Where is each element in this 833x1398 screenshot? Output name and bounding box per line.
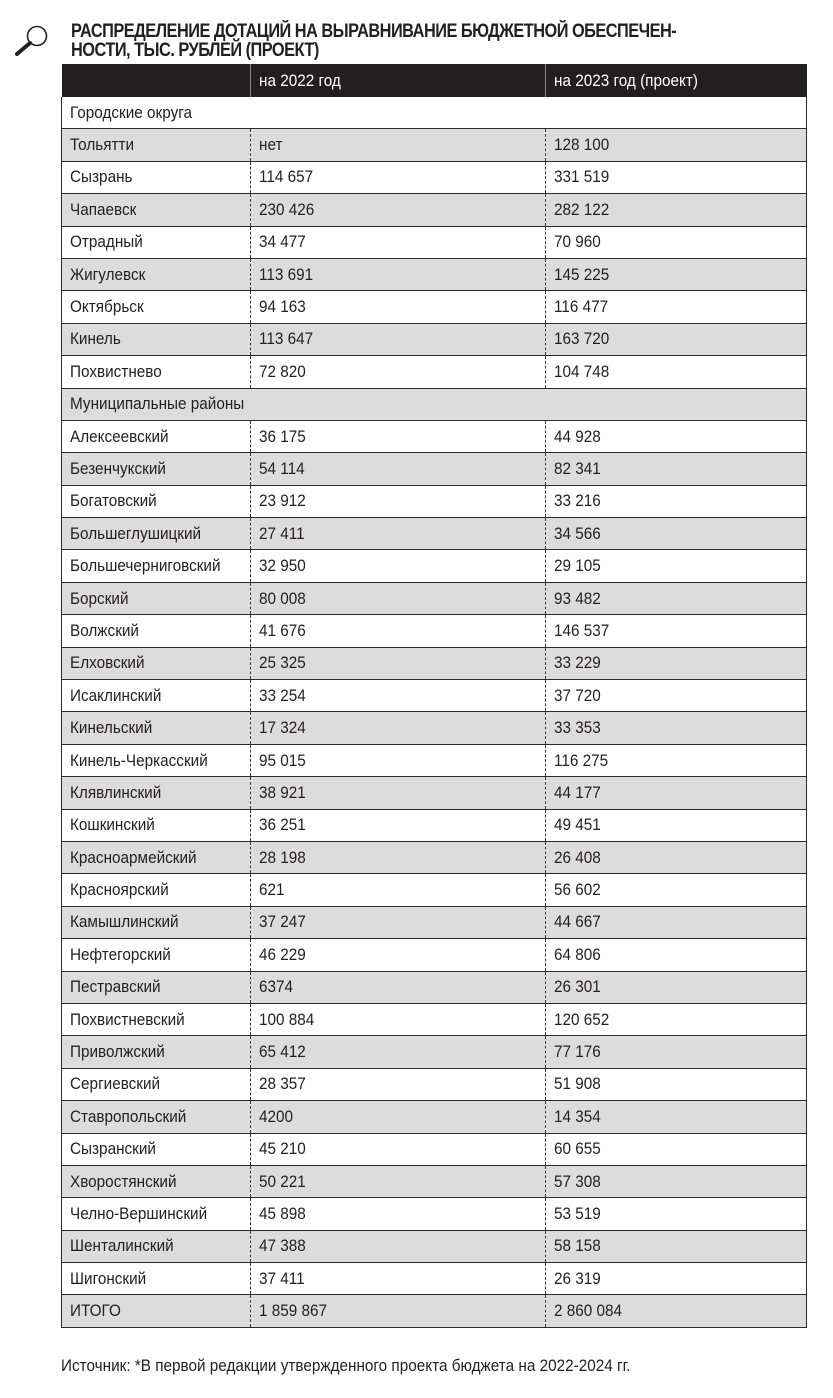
cell-2023: 14 354: [546, 1101, 807, 1133]
cell-2023: 116 477: [546, 291, 807, 323]
cell-2023: 116 275: [546, 744, 807, 776]
total-row: [62, 1295, 807, 1327]
cell-2022: 28 357: [251, 1068, 546, 1100]
cell-2022: 621: [251, 874, 546, 906]
cell-municipality: Нефтегорский: [62, 939, 251, 971]
cell-municipality: Жигулевск: [62, 258, 251, 290]
cell-municipality: Кинельский: [62, 712, 251, 744]
table-row: [62, 1263, 807, 1295]
cell-2022: 47 388: [251, 1230, 546, 1262]
section-header-row: [62, 97, 807, 129]
cell-2023: 26 319: [546, 1263, 807, 1295]
cell-2023: 33 229: [546, 647, 807, 679]
cell-2022: 230 426: [251, 194, 546, 226]
cell-2023: 33 216: [546, 485, 807, 517]
cell-municipality: Елховский: [62, 647, 251, 679]
cell-2023: 70 960: [546, 226, 807, 258]
cell-2023: 82 341: [546, 453, 807, 485]
cell-2023: 56 602: [546, 874, 807, 906]
cell-municipality: Безенчукский: [62, 453, 251, 485]
table-row: [62, 356, 807, 388]
cell-2022: нет: [251, 129, 546, 161]
cell-municipality: Шенталинский: [62, 1230, 251, 1262]
table-row: [62, 161, 807, 193]
source-note: Источник: *В первой редакции утвержденного проекта бюджета на 2022-2024 гг.: [61, 1356, 631, 1375]
table-row: [62, 874, 807, 906]
cell-2023: 331 519: [546, 161, 807, 193]
cell-municipality: Красноярский: [62, 874, 251, 906]
cell-2022: 94 163: [251, 291, 546, 323]
table-row: [62, 1003, 807, 1035]
cell-municipality: Большеглушицкий: [62, 518, 251, 550]
section-header-row: [62, 388, 807, 420]
table-row: [62, 291, 807, 323]
cell-2023: 57 308: [546, 1165, 807, 1197]
cell-municipality: Октябрьск: [62, 291, 251, 323]
cell-2022: 25 325: [251, 647, 546, 679]
column-header-name: [62, 64, 251, 97]
title-line-1: РАСПРЕДЕЛЕНИЕ ДОТАЦИЙ НА ВЫРАВНИВАНИЕ БЮДЖЕТНОЙ ОБЕСПЕЧЕН-: [71, 21, 677, 42]
table-row: [62, 258, 807, 290]
cell-municipality: Богатовский: [62, 485, 251, 517]
table-row: [62, 1198, 807, 1230]
cell-municipality: Кошкинский: [62, 809, 251, 841]
table-row: [62, 680, 807, 712]
column-header-2022: на 2022 год: [251, 64, 546, 97]
table-row: [62, 1230, 807, 1262]
cell-2023: 49 451: [546, 809, 807, 841]
cell-2023: 145 225: [546, 258, 807, 290]
cell-2023: 58 158: [546, 1230, 807, 1262]
cell-2022: 36 251: [251, 809, 546, 841]
table-row: [62, 550, 807, 582]
cell-municipality: Красноармейский: [62, 841, 251, 873]
cell-2022: 33 254: [251, 680, 546, 712]
cell-2023: 44 177: [546, 777, 807, 809]
cell-2023: 26 408: [546, 841, 807, 873]
table-row: [62, 129, 807, 161]
cell-2022: 27 411: [251, 518, 546, 550]
cell-municipality: Чапаевск: [62, 194, 251, 226]
cell-2022: 46 229: [251, 939, 546, 971]
cell-2022: 6374: [251, 971, 546, 1003]
cell-municipality: Тольятти: [62, 129, 251, 161]
cell-2023: 44 928: [546, 420, 807, 452]
column-header-2023: на 2023 год (проект): [546, 64, 807, 97]
cell-2022: 17 324: [251, 712, 546, 744]
cell-2022: 37 411: [251, 1263, 546, 1295]
cell-2022: 80 008: [251, 582, 546, 614]
cell-municipality: Похвистнево: [62, 356, 251, 388]
table-row: [62, 1165, 807, 1197]
table-row: [62, 647, 807, 679]
cell-2023: 128 100: [546, 129, 807, 161]
cell-2023: 146 537: [546, 615, 807, 647]
cell-municipality: Отрадный: [62, 226, 251, 258]
section-label: Муниципальные районы: [62, 388, 807, 420]
table-row: [62, 906, 807, 938]
table-row: [62, 1101, 807, 1133]
page-title: [71, 22, 725, 60]
cell-municipality: Сызранский: [62, 1133, 251, 1165]
cell-2023: 64 806: [546, 939, 807, 971]
table-row: [62, 582, 807, 614]
cell-2023: 37 720: [546, 680, 807, 712]
cell-2023: 77 176: [546, 1036, 807, 1068]
cell-municipality: Пестравский: [62, 971, 251, 1003]
cell-2022: 28 198: [251, 841, 546, 873]
cell-municipality: Волжский: [62, 615, 251, 647]
table-row: [62, 485, 807, 517]
table-row: [62, 518, 807, 550]
total-label: ИТОГО: [62, 1295, 251, 1327]
table-row: [62, 777, 807, 809]
cell-municipality: Исаклинский: [62, 680, 251, 712]
cell-2023: 29 105: [546, 550, 807, 582]
cell-2023: 34 566: [546, 518, 807, 550]
table-row: [62, 939, 807, 971]
cell-municipality: Клявлинский: [62, 777, 251, 809]
cell-municipality: Челно-Вершинский: [62, 1198, 251, 1230]
cell-municipality: Кинель: [62, 323, 251, 355]
cell-2022: 72 820: [251, 356, 546, 388]
cell-2022: 23 912: [251, 485, 546, 517]
cell-municipality: Большечерниговский: [62, 550, 251, 582]
table-body: [62, 97, 807, 1327]
cell-municipality: Кинель-Черкасский: [62, 744, 251, 776]
cell-2022: 34 477: [251, 226, 546, 258]
search-icon: [12, 24, 52, 56]
cell-2022: 114 657: [251, 161, 546, 193]
cell-2023: 60 655: [546, 1133, 807, 1165]
cell-2022: 4200: [251, 1101, 546, 1133]
subsidies-table: [61, 64, 807, 1328]
table-row: [62, 1036, 807, 1068]
cell-2023: 163 720: [546, 323, 807, 355]
cell-2022: 36 175: [251, 420, 546, 452]
section-label: Городские округа: [62, 97, 807, 129]
cell-2022: 54 114: [251, 453, 546, 485]
cell-municipality: Камышлинский: [62, 906, 251, 938]
cell-2022: 100 884: [251, 1003, 546, 1035]
total-2023: 2 860 084: [546, 1295, 807, 1327]
cell-2023: 51 908: [546, 1068, 807, 1100]
cell-2022: 95 015: [251, 744, 546, 776]
cell-municipality: Алексеевский: [62, 420, 251, 452]
table-row: [62, 809, 807, 841]
cell-2023: 33 353: [546, 712, 807, 744]
cell-2023: 44 667: [546, 906, 807, 938]
cell-municipality: Борский: [62, 582, 251, 614]
cell-municipality: Сергиевский: [62, 1068, 251, 1100]
cell-2022: 41 676: [251, 615, 546, 647]
table-row: [62, 971, 807, 1003]
cell-municipality: Сызрань: [62, 161, 251, 193]
cell-municipality: Похвистневский: [62, 1003, 251, 1035]
table-row: [62, 615, 807, 647]
table-row: [62, 453, 807, 485]
table-row: [62, 712, 807, 744]
cell-2022: 65 412: [251, 1036, 546, 1068]
cell-municipality: Хворостянский: [62, 1165, 251, 1197]
table-row: [62, 841, 807, 873]
cell-municipality: Ставропольский: [62, 1101, 251, 1133]
table-row: [62, 323, 807, 355]
table-row: [62, 226, 807, 258]
table-row: [62, 744, 807, 776]
cell-2022: 50 221: [251, 1165, 546, 1197]
table-row: [62, 1068, 807, 1100]
cell-2023: 53 519: [546, 1198, 807, 1230]
cell-municipality: Шигонский: [62, 1263, 251, 1295]
table-row: [62, 420, 807, 452]
table-row: [62, 1133, 807, 1165]
title-line-2: НОСТИ, ТЫС. РУБЛЕЙ (ПРОЕКТ): [71, 40, 319, 61]
cell-2023: 120 652: [546, 1003, 807, 1035]
cell-municipality: Приволжский: [62, 1036, 251, 1068]
cell-2023: 282 122: [546, 194, 807, 226]
cell-2023: 93 482: [546, 582, 807, 614]
cell-2022: 37 247: [251, 906, 546, 938]
total-2022: 1 859 867: [251, 1295, 546, 1327]
cell-2022: 45 210: [251, 1133, 546, 1165]
cell-2022: 113 691: [251, 258, 546, 290]
table-header: [62, 64, 807, 97]
table-row: [62, 194, 807, 226]
cell-2023: 26 301: [546, 971, 807, 1003]
cell-2023: 104 748: [546, 356, 807, 388]
cell-2022: 45 898: [251, 1198, 546, 1230]
cell-2022: 32 950: [251, 550, 546, 582]
cell-2022: 38 921: [251, 777, 546, 809]
cell-2022: 113 647: [251, 323, 546, 355]
